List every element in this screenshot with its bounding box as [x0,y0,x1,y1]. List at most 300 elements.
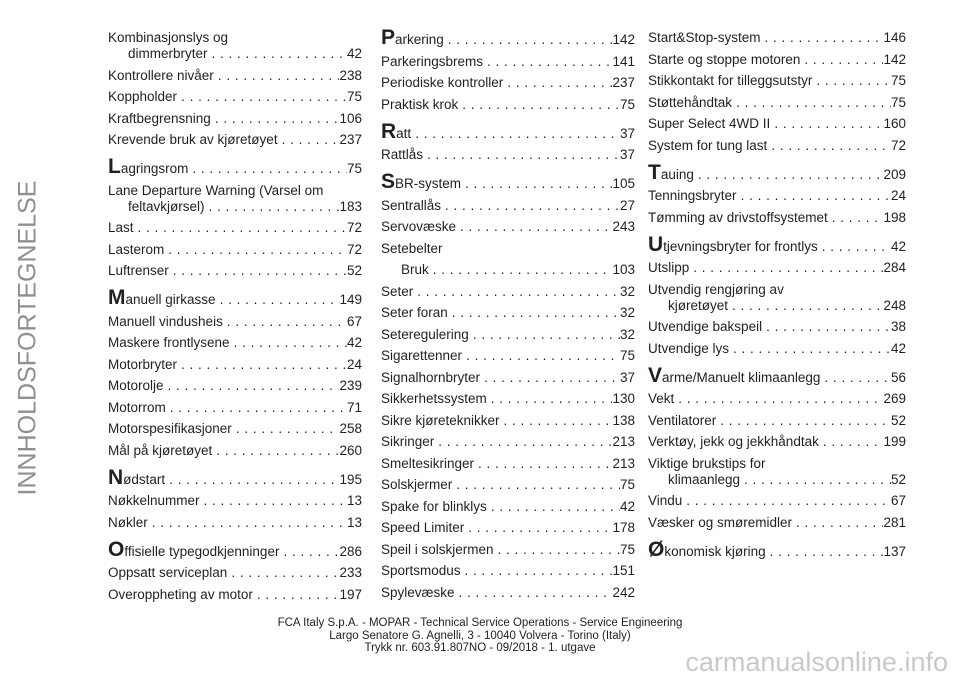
index-entry-label: Motorspesifikasjoner [108,421,232,436]
index-entry-label: Smeltesikringer [381,455,475,471]
section-initial-letter: Ø [648,537,665,561]
index-entry[interactable] [381,198,635,214]
page-number[interactable]: 75 [619,348,635,363]
index-entry[interactable] [381,520,635,536]
index-entry[interactable] [648,456,906,488]
dot-leader [253,587,340,603]
dot-leader [456,219,612,235]
index-entry[interactable] [108,220,362,236]
index-entry-label: Tauing [648,160,694,184]
dot-leader [740,472,891,488]
dot-leader [148,515,347,531]
dot-leader [429,262,613,278]
dot-leader [732,95,891,111]
page-number[interactable]: 106 [339,110,362,126]
section-initial-letter: O [108,537,125,561]
page-number[interactable]: 238 [339,67,362,83]
index-entry[interactable] [381,499,635,515]
page-number[interactable]: 52 [890,471,906,487]
index-entry[interactable] [648,319,906,335]
index-entry-label: Sigarettenner [381,348,463,363]
index-entry[interactable] [648,210,906,226]
page-number[interactable]: 13 [346,514,362,530]
index-entry[interactable] [381,370,635,386]
dot-leader [469,327,620,343]
index-entry[interactable] [108,68,362,84]
dot-leader [487,391,613,407]
page-number[interactable]: 67 [346,313,362,329]
dot-leader [165,472,339,488]
page-number[interactable]: 42 [346,335,362,350]
index-entry-label: Stikkontakt for tilleggsutstyr [648,73,813,88]
page-number[interactable]: 67 [890,493,906,508]
dot-leader [205,199,340,215]
index-entry[interactable] [381,391,635,407]
index-entry[interactable] [648,260,906,276]
section-initial-letter: V [648,363,663,387]
page-number[interactable]: 71 [346,399,362,415]
page-number[interactable]: 242 [612,584,635,600]
index-entry[interactable] [648,95,906,111]
index-entry-label: Tenningsbryter [648,188,737,203]
page-number[interactable]: 269 [883,391,906,406]
index-entry-label: Kraftbegrensning [108,110,211,126]
index-entry[interactable] [381,97,635,113]
index-entry[interactable] [108,515,362,531]
index-entry-label: Nøkler [108,514,148,530]
dot-leader [682,493,891,509]
index-entry-label: Manuell girkasse [108,286,216,309]
index-entry-label: Seter foran [381,305,448,320]
index-entry-label: Solskjermer [381,477,453,492]
dot-leader [188,161,347,177]
dot-leader [455,585,613,601]
dot-leader [216,292,340,308]
dot-leader [767,138,891,154]
index-entry[interactable] [381,262,635,278]
dot-leader [164,242,347,258]
index-entry-label: System for tung last [648,137,768,153]
dot-leader [169,263,347,279]
index-entry-label: Signalhornbryter [381,369,481,385]
index-entry[interactable] [108,378,362,394]
index-entry[interactable] [108,111,362,127]
index-entry-label: Nøkkelnummer [108,493,200,508]
index-entry-label: Oppsatt serviceplan [108,565,228,580]
index-entry-label: Utvendige lys [648,340,730,356]
page-number[interactable]: 258 [339,421,362,436]
dot-leader [503,75,612,91]
dot-leader [762,319,891,335]
page-number[interactable]: 130 [612,391,635,406]
index-entry[interactable] [648,232,906,256]
index-entry-label: klimaanlegg [668,471,741,487]
index-entry-label: Speed Limiter [381,520,465,535]
index-entry-label: Super Select 4WD II [648,116,771,131]
index-entry[interactable] [381,54,635,70]
page-number[interactable]: 42 [890,340,906,356]
index-entry-label: Kontrollere nivåer [108,67,214,83]
dot-leader [413,284,620,300]
index-entry[interactable] [381,542,635,558]
page-number[interactable]: 105 [612,176,635,191]
page-number[interactable]: 32 [619,283,635,299]
index-entry-label: Utvendige bakspeil [648,319,763,334]
index-entry-label: Sikringer [381,434,435,449]
page-number[interactable]: 137 [883,543,906,559]
index-entry-label: Vekt [648,391,675,406]
page-number[interactable]: 281 [883,514,906,530]
index-entry[interactable] [108,183,362,215]
index-entry[interactable] [648,493,906,509]
index-entry-label: Spylevæske [381,584,455,600]
page-number[interactable]: 75 [619,477,635,492]
index-entry[interactable] [648,52,906,68]
index-entry-label: Ventilatorer [648,412,717,428]
page-number[interactable]: 72 [346,220,362,235]
dot-leader [279,544,339,560]
index-entry[interactable] [648,282,906,314]
dot-leader [134,220,347,236]
index-entry-label: Sikkerhetssystem [381,391,487,406]
index-entry-label: dimmerbryter [128,46,208,61]
index-entry[interactable] [108,314,362,330]
dot-leader [232,421,340,437]
index-entry[interactable] [381,147,635,163]
index-entry-label: Varme/Manuelt klimaanlegg [648,363,821,387]
index-entry-label: Speil i solskjermen [381,541,494,557]
page-number[interactable]: 237 [339,132,362,147]
dot-leader [214,68,340,84]
index-entry-label: Servovæske [381,219,457,234]
dot-leader [487,499,620,515]
index-entry[interactable] [108,357,362,373]
dot-leader [464,520,612,536]
page-number[interactable]: 213 [612,455,635,471]
section-initial-letter: L [108,155,121,178]
index-entry[interactable] [381,348,635,364]
dot-leader [500,413,613,429]
index-entry[interactable] [381,75,635,91]
dot-leader [211,111,340,127]
dot-leader [461,563,613,579]
page-number[interactable]: 197 [339,586,362,602]
section-initial-letter: R [381,119,397,143]
dot-leader [812,73,891,89]
page-number[interactable]: 24 [890,188,906,203]
page-number[interactable]: 183 [339,198,362,214]
index-entry[interactable] [108,565,362,581]
index-entry[interactable] [381,241,635,257]
index-entry-label: Utjevningsbryter for frontlys [648,232,818,256]
index-entry[interactable] [648,537,906,561]
dot-leader [444,32,613,48]
index-entry[interactable] [108,443,362,459]
page-number[interactable]: 260 [339,442,362,458]
dot-leader [480,370,620,386]
index-entry-label: Luftrenser [108,263,169,278]
dot-leader [278,132,340,148]
index-entry[interactable] [108,89,362,105]
index-entry-label: kjøretøyet [668,297,729,313]
page-number[interactable]: 138 [612,412,635,428]
index-entry[interactable] [108,30,362,62]
index-entry[interactable] [381,585,635,601]
dot-leader [461,176,612,192]
index-entry-label: Seter [381,283,414,299]
dot-leader [689,260,883,276]
page-number[interactable]: 13 [346,493,362,508]
index-entry[interactable] [381,26,635,49]
index-entry[interactable] [108,537,362,561]
dot-leader [818,239,891,255]
footer-line-2: Largo Senatore G. Agnelli, 3 - 10040 Volvera - Torino (Italy) [329,629,631,642]
index-entry[interactable] [381,413,635,429]
index-entry[interactable] [648,160,906,184]
dot-leader [737,188,891,204]
index-entry[interactable] [648,341,906,357]
index-entry[interactable] [108,242,362,258]
page-number[interactable]: 149 [339,292,362,307]
page-number[interactable]: 42 [619,498,635,514]
index-entry[interactable] [108,286,362,309]
index-entry-label: Start&Stop-system [648,30,761,45]
page-number[interactable]: 72 [346,241,362,257]
index-entry[interactable] [648,188,906,204]
page-number[interactable]: 237 [612,75,635,90]
index-entry-label: Nødstart [108,465,166,489]
page-number[interactable]: 38 [890,319,906,334]
index-entry[interactable] [648,391,906,407]
index-entry[interactable] [381,170,635,193]
watermark: carmanualsonline.info [685,647,948,677]
section-initial-letter: M [108,286,126,309]
page-number[interactable]: 75 [890,73,906,88]
index-entry-label: Starte og stoppe motoren [648,51,801,67]
index-entry-label: Spake for blinklys [381,498,487,514]
page-number[interactable]: 142 [612,32,635,47]
page-number[interactable]: 284 [883,260,906,275]
dot-leader [458,97,620,113]
index-column-3 [648,30,906,565]
index-entry[interactable] [108,335,362,351]
index-entry[interactable] [108,155,362,178]
index-entry[interactable] [648,363,906,387]
dot-leader [448,305,620,321]
page-number[interactable]: 32 [619,305,635,320]
section-title-vertical: INNHOLDSFORTEGNELSE [13,180,42,496]
page-number[interactable]: 239 [339,378,362,393]
page-number[interactable]: 199 [883,434,906,449]
index-entry[interactable] [648,434,906,450]
dot-leader [434,434,612,450]
index-entry[interactable] [108,587,362,603]
dot-leader [483,54,612,70]
page-number[interactable]: 56 [890,369,906,385]
dot-leader [792,515,883,531]
index-entry-label: Lasterom [108,241,165,257]
index-entry-label: Sentrallås [381,197,442,213]
dot-leader [766,544,884,560]
index-entry[interactable] [381,477,635,493]
index-entry[interactable] [108,493,362,509]
index-entry[interactable] [648,138,906,154]
dot-leader [177,89,347,105]
index-entry-label: Krevende bruk av kjøretøyet [108,132,278,147]
index-entry-label: Ratt [381,119,412,143]
dot-leader [177,357,347,373]
index-entry-label: Utvendig rengjøring av [648,281,784,297]
page-number[interactable]: 141 [612,53,635,69]
dot-leader [452,477,620,493]
section-initial-letter: U [648,232,664,256]
index-entry-label: Seteregulering [381,326,469,342]
index-entry[interactable] [381,327,635,343]
index-entry[interactable] [108,465,362,489]
page-number[interactable]: 52 [890,412,906,428]
index-entry-label: Praktisk krok [381,96,459,112]
page-number[interactable]: 198 [883,209,906,225]
page-number[interactable]: 75 [619,96,635,112]
page-number[interactable]: 103 [612,262,635,277]
index-entry-label: Offisielle typegodkjenninger [108,537,280,561]
page-number[interactable]: 146 [883,30,906,45]
index-entry-label: Økonomisk kjøring [648,537,766,561]
index-entry-label: Mål på kjøretøyet [108,442,213,458]
dot-leader [227,565,339,581]
index-entry-label: Kombinasjonslys og [108,30,229,45]
dot-leader [474,456,612,472]
index-entry[interactable] [108,400,362,416]
index-entry[interactable] [381,456,635,472]
index-entry-label: Last [108,220,134,235]
index-entry[interactable] [381,434,635,450]
index-entry-label: Støttehåndtak [648,94,733,110]
page-number[interactable]: 72 [890,137,906,153]
index-entry-label: Sportsmodus [381,563,461,578]
page-number[interactable]: 160 [883,116,906,131]
dot-leader [166,400,347,416]
page-number[interactable]: 75 [346,89,362,104]
page-number[interactable]: 37 [619,147,635,162]
dot-leader [820,370,891,386]
page-number[interactable]: 286 [339,543,362,559]
index-entry[interactable] [108,263,362,279]
index-entry-label: Væsker og smøremidler [648,514,793,530]
index-entry[interactable] [381,305,635,321]
index-entry-label: Periodiske kontroller [381,75,504,90]
page-number[interactable]: 209 [883,166,906,182]
footer-line-3: Trykk nr. 603.91.807NO - 09/2018 - 1. utgave [364,642,596,654]
page-number[interactable]: 75 [619,541,635,557]
index-entry[interactable] [381,284,635,300]
dot-leader [729,341,891,357]
dot-leader [441,198,620,214]
dot-leader [423,147,620,163]
dot-leader [208,46,347,62]
page-number[interactable]: 151 [612,563,635,578]
index-entry[interactable] [108,132,362,148]
page-number[interactable]: 243 [612,219,635,234]
dot-leader [223,314,347,330]
index-entry-label: Vindu [648,493,683,508]
index-entry-label: Tømming av drivstoffsystemet [648,209,828,225]
index-entry-label: Lagringsrom [108,155,189,178]
section-initial-letter: N [108,465,124,489]
page-number[interactable]: 142 [883,51,906,67]
dot-leader [694,167,884,183]
index-entry-label: Maskere frontlysene [108,335,230,350]
index-entry[interactable] [648,30,906,46]
index-entry[interactable] [648,413,906,429]
index-entry-label: SBR-system [381,170,462,193]
index-entry-label: Lane Departure Warning (Varsel om [108,182,324,198]
index-entry-label: Parkering [381,26,444,49]
page-number[interactable]: 178 [612,520,635,535]
index-entry-label: Manuell vindusheis [108,313,223,329]
page-number[interactable]: 213 [612,434,635,449]
page-number[interactable]: 75 [346,161,362,176]
index-entry-label: Sikre kjøreteknikker [381,412,500,428]
dot-leader [212,443,339,459]
page-number[interactable]: 42 [890,238,906,254]
index-entry[interactable] [381,119,635,143]
index-entry-label: feltavkjørsel) [128,198,205,214]
index-group-label: Setebelter [381,240,443,256]
index-entry-label: Rattlås [381,147,424,162]
page-number[interactable]: 195 [339,471,362,487]
page-number[interactable]: 75 [890,94,906,110]
index-entry-label: Bruk [401,262,429,277]
dot-leader [462,348,620,364]
dot-leader [411,126,620,142]
section-initial-letter: T [648,160,661,184]
dot-leader [819,434,884,450]
index-entry-label: Viktige brukstips for [648,455,766,471]
dot-leader [200,493,347,509]
dot-leader [761,30,884,46]
page-number[interactable]: 37 [619,369,635,385]
index-entry-label: Overoppheting av motor [108,586,253,602]
page-number[interactable]: 248 [883,297,906,313]
section-initial-letter: S [381,170,396,193]
dot-leader [674,391,883,407]
index-entry-label: Motorbryter [108,356,178,372]
index-column-2 [381,26,635,606]
index-entry[interactable] [648,73,906,89]
page-number[interactable]: 52 [346,263,362,278]
dot-leader [230,335,347,351]
page-number[interactable]: 32 [619,326,635,342]
dot-leader [716,413,891,429]
index-entry[interactable] [381,219,635,235]
page-number[interactable]: 37 [619,125,635,141]
page-number[interactable]: 233 [339,565,362,580]
index-column-1 [108,30,362,608]
index-entry-label: Motorolje [108,378,164,393]
dot-leader [494,542,620,558]
index-entry[interactable] [648,116,906,132]
page-number[interactable]: 42 [346,46,362,61]
dot-leader [800,52,883,68]
index-entry[interactable] [648,515,906,531]
dot-leader [728,298,883,314]
page-number[interactable]: 27 [619,197,635,213]
index-entry-label: Utslipp [648,260,690,275]
index-entry[interactable] [381,563,635,579]
page-number[interactable]: 24 [346,356,362,372]
index-entry[interactable] [108,421,362,437]
